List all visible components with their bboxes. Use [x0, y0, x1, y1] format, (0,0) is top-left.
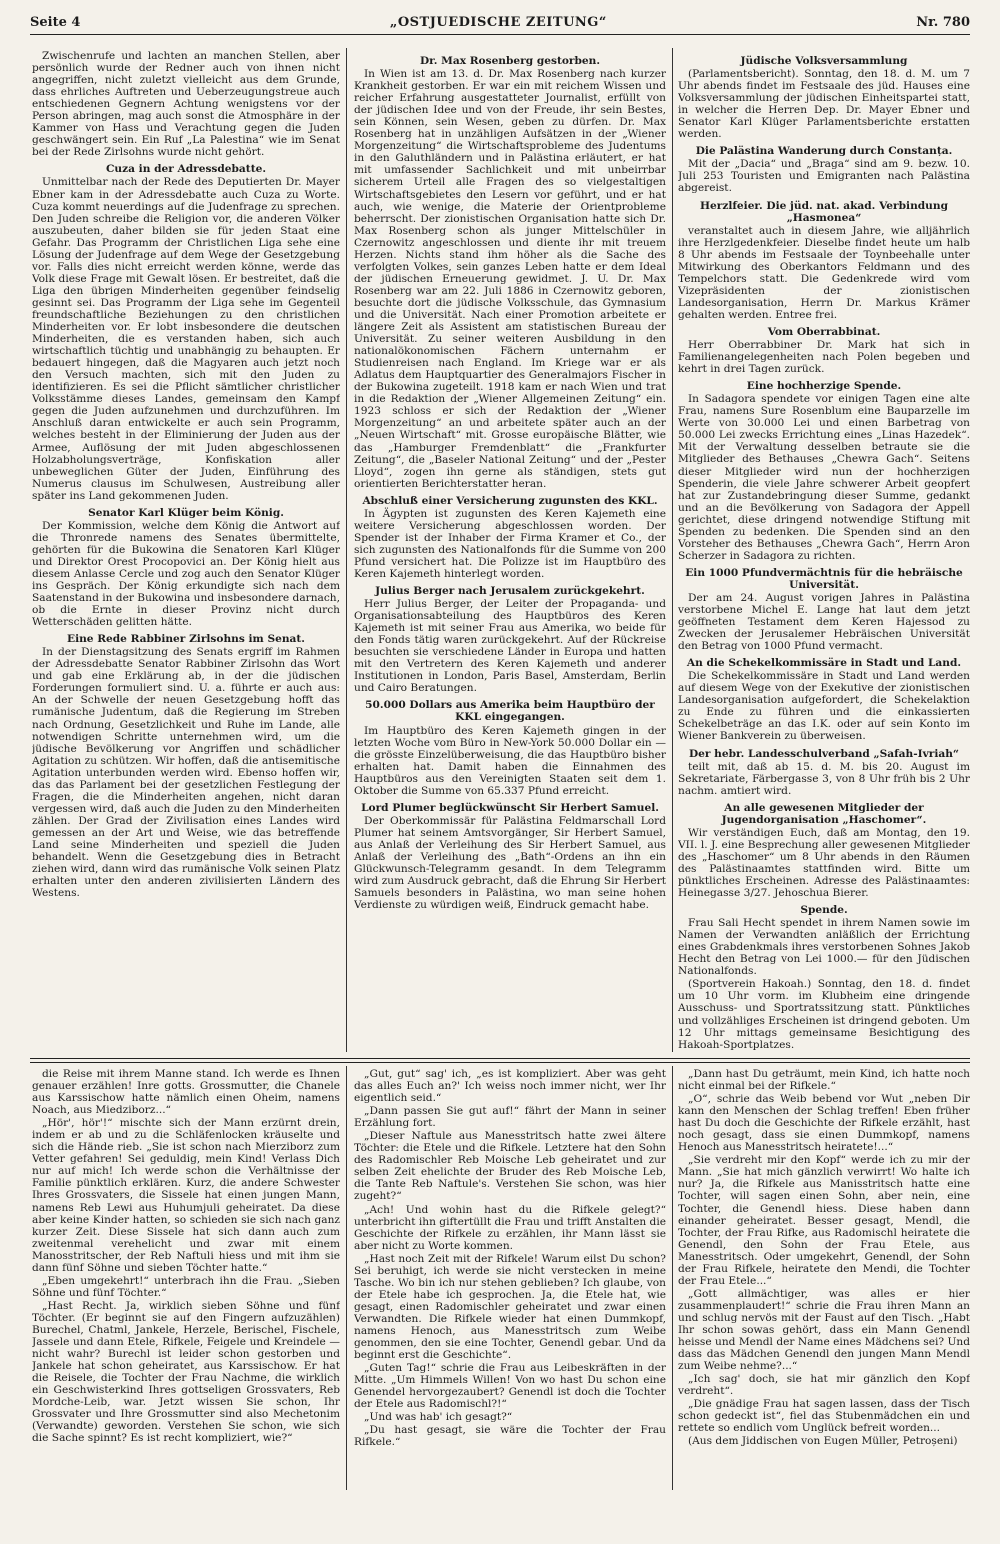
article-headline: Die Palästina Wanderung durch Constanța.: [695, 145, 953, 158]
article-headline: Abschluß einer Versicherung zugunsten des KKL.: [362, 494, 658, 507]
story-paragraph: „Gut, gut“ sag' ich, „es ist kompliziert. Aber was geht das alles Euch an?' Ich weiss noch immer nicht, wer Ihr eigentlich seid.“: [354, 1068, 666, 1105]
column-divider: [672, 1066, 673, 1490]
story-paragraph: „Guten Tag!“ schrie die Frau aus Leibeskräften in der Mitte. „Um Himmels Willen! Von wo hast Du schon eine Genendel hervorgezaubert? Genendl ist doch die Tochter der Etele aus Radomischl?!“: [354, 1362, 666, 1411]
page-header: [30, 8, 970, 30]
article-paragraph: In der Dienstagsitzung des Senats ergriff im Rahmen der Adressdebatte Senator Rabbiner Zirlsohn das Wort und gab eine Erklärung ab, in der die jüdischen Forderungen formuliert sind. U. a. führte er auch aus: An der Schwelle der neuen Gesetzgebung hofft das rumänische Judentum, daß die Regierung im Streben nach Ordnung, Gesetzlichkeit und Ruhe im Lande, alle notwendigen Schritte unternehmen wird, um die jüdische Bevölkerung vor Angriffen und schädlicher Agitation zu schützen. Wir hoffen, daß die antisemitische Agitation unterbunden werden wird. Ebenso hoffen wir, das das Parlament bei der gesetzlichen Festlegung der Fragen, die die Minderheiten angehen, nicht daran vergessen wird, daß auch die Juden zu den Minderheiten zählen. Der Grad der Zivilisation eines Landes wird gemessen an der Art und Weise, wie das betreffende Land seine Minderheiten und speziell die Juden behandelt. Wenn die Gesetzgebung dies in Betracht ziehen wird, dann wird das rumänische Volk seinen Platz erhalten unter den anderen zivilisierten Ländern des Westens.: [32, 646, 340, 900]
header-rule: [30, 34, 970, 35]
column-divider: [672, 48, 673, 1052]
article-headline: Herzlfeier. Die jüd. nat. akad. Verbindung „Hasmonea“: [700, 199, 948, 224]
article-paragraph: Wir verständigen Euch, daß am Montag, den 19. VII. l. J. eine Besprechung aller gewesenen Mitglieder des „Haschomer“ um 8 Uhr abends in den Räumen des Palästinaamtes stattfinden wird. Bitte um pünktliches Erscheinen. Adresse des Palästinaamtes: Heinegasse 3/27. Jehoschua Bierer.: [678, 826, 970, 900]
story-paragraph: „Dann hast Du geträumt, mein Kind, ich hatte noch nicht einmal bei der Rifkele.“: [678, 1068, 970, 1093]
article-headline: Eine hochherzige Spende.: [746, 380, 902, 393]
page-number: Seite 4: [30, 15, 81, 30]
story-column-2: [354, 1068, 666, 1488]
article-paragraph: Unmittelbar nach der Rede des Deputierten Dr. Mayer Ebner kam in der Adressdebatte auch Cuza zu Worte. Cuza kommt neuerdings auf die Judenfrage zu sprechen. Den Juden schreibe die Religion vor, die anderen Völker auszubeuten, daher bilden sie für jeden Staat eine Gefahr. Das Programm der Christlichen Liga sehe eine Lösung der Judenfrage auf dem Wege der Gesetzgebung vor. Falls dies nicht erreicht werden könne, werde das Volk diese Frage mit Gewalt lösen. Er bestreitet, daß die Liga den übrigen Minderheiten gegenüber feindselig gesinnt sei. Das Programm der Liga sehe im Gegenteil freundschaftliche Beziehungen zu den christlichen Minderheiten vor. Er lobt insbesondere die deutschen Minderheiten, die es verstanden haben, sich auch wirtschaftlich tüchtig und unabhängig zu behaupten. Er bedauert hingegen, daß die Magyaren auch jetzt noch den Versuch machten, sich mit den Juden zu identifizieren. Es sei die Pflicht sämtlicher christlicher Volksstämme dieses Landes, gemeinsam den Kampf gegen die Juden aufzunehmen und durchzuführen. Im Anschluß daran entwickelte er auch sein Programm, welches besteht in der Eliminierung der Juden aus der Armee, Auflösung der mit Juden abgeschlossenen Holzabholungsverträge, Konfiskation aller unbeweglichen Güter der Juden, Einführung des Numerus clausus im Schulwesen, Austreibung aller später ins Land gekommenen Juden.: [32, 176, 340, 502]
story-column-3: [678, 1068, 970, 1488]
article-paragraph: Mit der „Dacia“ und „Braga“ sind am 9. bezw. 10. Juli 253 Touristen und Emigranten nach Palästina abgereist.: [678, 158, 970, 195]
story-paragraph: „Ich sag' doch, sie hat mir gänzlich den Kopf verdreht“.: [678, 1373, 970, 1398]
column-3: [678, 50, 970, 1050]
story-paragraph: „Dieser Naftule aus Manesstritsch hatte zwei ältere Töchter: die Etele und die Rifkele. Letztere hat den Sohn des Radomischler Reb Moische Leb geheiratet und zur selben Zeit ehelichte der Bruder des Reb Moische Leb, die Tante Reb Naftule's. Verstehen Sie schon, was hier zugeht?“: [354, 1130, 666, 1203]
article-paragraph: In Wien ist am 13. d. Dr. Max Rosenberg nach kurzer Krankheit gestorben. Er war ein mit reichem Wissen und reicher Erfahrung ausgestatteter Journalist, erfüllt von der jüdischen Idee und von der Freude, ihr sein Bestes, sein Können, sein Wesen, geben zu dürfen. Dr. Max Rosenberg hat in unzähligen Aufsätzen in der „Wiener Morgenzeitung“ die Wirtschaftsprobleme des Judentums in den Galuthländern und in Palästina erläutert, er hat mit umfassender Sachlichkeit und mit unbeirrbar sicherem Urteil alle Fragen des so vielgestaltigen Wirtschaftsgebietes den Lesern vor geführt, und er hat auch, wie wenige, die Materie der Orientprobleme beherrscht. Der zionistischen Organisation hatte sich Dr. Max Rosenberg schon als junger Mittelschüler in Czernowitz angeschlossen und diente ihr mit treuem Herzen. Nichts stand ihm höher als die Sache des verfolgten Volkes, sein ganzes Leben hatte er dem Ideal der jüdischen Erneuerung gewidmet. J. U. Dr. Max Rosenberg war am 22. Juli 1886 in Czernowitz geboren, besuchte dort die jüdische Volksschule, das Gymnasium und die Universität. Nach einer Promotion arbeitete er längere Zeit als Assistent am statistischen Bureau der Universität. Zu seiner weiteren Ausbildung in den nationalökonomischen Fächern unternahm er Studienreisen nach England. Im Kriege war er als Adlatus dem Hauptquartier des Generalmajors Fischer in der Bukowina zugeteilt. 1918 kam er nach Wien und trat in die Redaktion der „Wiener Allgemeinen Zeitung“ ein. 1923 schloss er sich der Redaktion der „Wiener Morgenzeitung“ an und arbeitete später auch an der „Neuen Wirtschaft“ mit. Grosse europäische Blätter, wie das „Hamburger Fremdenblatt“ die „Frankfurter Zeitung“, die „Baseler National Zeitung“ und der „Pester Lloyd“, zogen ihn gerne als ständigen, stets gut orientierten Berichterstatter heran.: [354, 68, 666, 490]
story-paragraph: „Eben umgekehrt!“ unterbrach ihn die Frau. „Sieben Söhne und fünf Töchter.“: [32, 1274, 340, 1299]
story-paragraph: „Hör', hör'!“ mischte sich der Mann erzürnt drein, indem er ab und zu die Schläfenlocken kräuselte und sich die Hände rieb. „Sie ist schon nach Mierziborz zum Vetter gefahren! Sei geduldig, mein Kind! Verlass Dich nur auf mich! Ich werde schon die Verhältnisse der Familie pünktlich erklären. Kurz, die andere Schwester Ihres Grossvaters, die Sissele hat einen jungen Mann, namens Reb Lewi aus Huhumjuli geheiratet. Da diese aber keine Kinder hatten, so schieden sie sich nach ganz kurzer Zeit. Diese Sissele hat sich dann auch zum zweitenmal verehelicht und zwar mit einem Manosstritscher, der Reb Naftuli hiess und mit ihm sie dann fünf Söhne und sieben Töchter hatte.“: [32, 1117, 340, 1274]
article-headline: Ein 1000 Pfundvermächtnis für die hebräische Universität.: [685, 566, 963, 591]
column-1: [32, 50, 340, 1050]
article-headline: Senator Karl Klüger beim König.: [88, 506, 284, 519]
column-2: [354, 50, 666, 1050]
article-headline: Eine Rede Rabbiner Zirlsohns im Senat.: [67, 633, 305, 646]
article-paragraph: In Ägypten ist zugunsten des Keren Kajemeth eine weitere Versicherung abgeschlossen worden. Der Spender ist der Inhaber der Firma Kramer et Co., der sich zugunsten des Nationalfonds für die Summe von 200 Pfund versichert hat. Die Polizze ist im Hauptbüro des Keren Kajemeth hinterlegt worden.: [354, 507, 666, 580]
article-headline: 50.000 Dollars aus Amerika beim Hauptbüro der KKL eingegangen.: [365, 699, 655, 724]
story-paragraph: „Sie verdreht mir den Kopf“ werde ich zu mir der Mann. „Sie hat mich gänzlich verwirrt! Wo halte ich nur? Ja, die Rifkele aus Manisstritsch hatte eine Tochter, will sagen einen Sohn, aber nein, eine Tochter, die Genendl hiess. Diese haben dann einander geheiratet. Besser gesagt, Mendl, die Tochter, der Frau Rifke, aus Radomischl heiratete die Genendl, den Sohn der Frau Etele, aus Manesstritsch. Oder umgekehrt, Genendl, der Sohn der Frau Rifkele, heiratete den Mendi, die Tochter der Frau Etele...“: [678, 1154, 970, 1287]
article-paragraph: veranstaltet auch in diesem Jahre, wie alljährlich ihre Herzlgedenkfeier. Dieselbe findet heute um halb 8 Uhr abends im Festsaale der Toynbeehalle unter Mitwirkung des Oberkantors Feldmann und des Tempelchors statt. Die Gedenkrede wird vom Vizepräsidenten der zionistischen Landesorganisation, Herrn Dr. Markus Krämer gehalten werden. Entree frei.: [678, 224, 970, 321]
translator-credit: (Aus dem Jiddischen von Eugen Müller, Petroșeni): [688, 1435, 958, 1448]
story-paragraph: „Die gnädige Frau hat sagen lassen, dass der Tisch schon gedeckt ist“, fiel das Stubenmädchen ein und rettete so endlich vom Unglück befreit worden...: [678, 1398, 970, 1435]
article-headline: Cuza in der Adressdebatte.: [105, 163, 267, 176]
article-paragraph: teilt mit, daß ab 15. d. M. bis 20. August im Sekretariate, Färbergasse 3, von 8 Uhr früh bis 2 Uhr nachm. amtiert wird.: [678, 760, 970, 797]
article-headline: An die Schekelkommissäre in Stadt und Land.: [686, 657, 962, 670]
story-paragraph: „Hast Recht. Ja, wirklich sieben Söhne und fünf Töchter. (Er beginnt sie auf den Fingern aufzuzählen) Burechel, Chatml, Jankele, Herzele, Berischel, Fischele, Jassele und dann Etele, Rifkele, Feigele und Kreindele — nicht wahr? Burechl ist leider schon gestorben und Jankele hat schon geheiratet, aus Karssischow. Er hat die Reisele, die Tochter der Frau Nachme, die wirklich ein Geschwisterkind Ihres gottseligen Grossvaters, Reb Mordche-Leib, war. Jetzt wissen Sie schon, Ihr Grossvater und Ihre Grossmutter sind also Mechetonim (Verwandte) geworden. Verstehen Sie schon, wie sich die Sache spinnt? Es ist recht kompliziert, wie?“: [32, 1299, 340, 1445]
story-paragraph: „Und was hab' ich gesagt?“: [364, 1411, 513, 1424]
story-paragraph: „Du hast gesagt, sie wäre die Tochter der Frau Rifkele.“: [354, 1424, 666, 1449]
article-paragraph: Der Oberkommissär für Palästina Feldmarschall Lord Plumer hat seinem Amtsvorgänger, Sir Herbert Samuel, aus Anlaß der Verleihung des Sir Herbert Samuel, aus Anlaß der Verleihung des „Bath“-Ordens an ihn ein Glückwunsch-Telegramm gesandt. In dem Telegramm wird zum Ausdruck gebracht, daß die Ehrung Sir Herbert Samuels besonders in Palästina, wo man seine hohen Verdienste zu würdigen weiß, Eindruck gemacht habe.: [354, 814, 666, 912]
article-paragraph: Im Hauptbüro des Keren Kajemeth gingen in der letzten Woche vom Büro in New-York 50.000 Dollar ein — die grösste Einzelüberweisung, die das Hauptbüro bisher erhalten hat. Damit haben die Einnahmen des Hauptbüros aus den Vereinigten Staaten seit dem 1. Oktober die Summe von 65.337 Pfund erreicht.: [354, 724, 666, 797]
story-paragraph: „Gott allmächtiger, was alles er hier zusammenplaudert!“ schrie die Frau ihren Mann an und schlug nervös mit der Faust auf den Tisch. „Habt Ihr schon sowas gehört, dass ein Mann Genendl heisse und Mendl der Name eines Mädchens sei? Und dass das Mädchen Genendl den jungen Mann Mendl zum Weibe nehme?...“: [678, 1287, 970, 1373]
story-paragraph: „Ach! Und wohin hast du die Rifkele gelegt?“ unterbricht ihn giftertüllt die Frau und trifft Anstalten die Geschichte der Rifkele zu erzählen, ihr Mann lässt sie aber nicht zu Worte kommen.: [354, 1203, 666, 1252]
article-paragraph: Die Schekelkommissäre in Stadt und Land werden auf diesem Wege von der Exekutive der zionistischen Landesorganisation aufgefordert, die Schekelaktion zu Ende zu führen und die einkassierten Schekelbeträge an das I.K. oder auf sein Konto im Wiener Bankverein zu überweisen.: [678, 670, 970, 743]
article-paragraph: (Sportverein Hakoah.) Sonntag, den 18. d. findet um 10 Uhr vorm. im Klubheim eine dringende Ausschuss- und Sportratssitzung statt. Pünktliches und vollzähliges Erscheinen ist dringend geboten. Um 12 Uhr mittags gemeinsame Besichtigung des Hakoah-Sportplatzes.: [678, 978, 970, 1050]
article-headline: Lord Plumer beglückwünscht Sir Herbert Samuel.: [361, 801, 659, 814]
masthead-title: „OSTJUEDISCHE ZEITUNG“: [389, 15, 607, 30]
issue-number: Nr. 780: [916, 15, 970, 30]
article-headline: Julius Berger nach Jerusalem zurückgekehrt.: [375, 585, 645, 598]
article-headline: Vom Oberrabbinat.: [767, 325, 881, 338]
section-rule: [30, 1058, 970, 1059]
article-paragraph: In Sadagora spendete vor einigen Tagen eine alte Frau, namens Sure Rosenblum eine Bauparzelle im Werte von 30.000 Lei und einen Barbetrag von 50.000 Lei zwecks Errichtung eines „Linas Hazedek“. Mit der Verwaltung desselben betraute sie die Mitglieder des Bethauses „Chewra Gach“. Seitens dieser Mitglieder wird nun der hochherzigen Spenderin, die viele Jahre schwerer Arbeit geopfert hat zur Zustandebringung dieser Summe, gedankt und an die Bevölkerung von Sadagora der Appell gerichtet, diese dringend notwendige Stiftung mit Spenden zu bedenken. Die Spenden sind an den Vorsteher des Bethauses „Chewra Gach“, Herrn Aron Scherzer in Sadagora zu richten.: [678, 393, 970, 562]
story-paragraph: „Hast noch Zeit mit der Rifkele! Warum eilst Du schon? Sei beruhigt, ich werde sie nicht verstecken in meine Tasche. Wo bin ich nur stehen geblieben? Ich glaube, von der Etele habe ich gesprochen. Ja, die Etele hat, wie gesagt, einen Radomischler geheiratet und zwar einen Verwandten. Die Rifkele wieder hat einen Dummkopf, namens Henoch, aus Manesstritsch zum Weibe genommen, den sie eine Tochter, Genendl gebar. Und da beginnt erst die Geschichte“.: [354, 1252, 666, 1362]
column-divider: [346, 48, 347, 1052]
article-headline: Der hebr. Landesschulverband „Safah-Ivriah“: [688, 747, 960, 760]
story-paragraph: „O“, schrie das Weib bebend vor Wut „neben Dir kann den Menschen der Schlag treffen! Eben früher hast Du doch die Geschichte der Rifkele erzählt, hast noch gesagt, dass sie einen Dummkopf, namens Henoch aus Manesstritsch heiratete!...“: [678, 1093, 970, 1154]
article-headline: An alle gewesenen Mitglieder der Jugendorganisation „Haschomer“.: [721, 801, 927, 826]
article-paragraph: Herr Julius Berger, der Leiter der Propaganda- und Organisationsabteilung des Hauptbüros des Keren Kajemeth ist mit seiner Frau aus Amerika, wo beide für den Fonds tätig waren zurückgekehrt. Auf der Rückreise besuchten sie verschiedene Länder in Europa und hatten mit den Vertretern des Keren Kajemeth und anderer Institutionen in London, Paris Basel, Amsterdam, Berlin und Cairo Beratungen.: [354, 598, 666, 695]
article-headline: Jüdische Volksversammlung: [740, 55, 908, 67]
article-paragraph: Der am 24. August vorigen Jahres in Palästina verstorbene Michel E. Lange hat laut dem jetzt geöffneten Testament dem Keren Hajessod zu Zwecken der Jerusalemer Hebräischen Universität den Betrag von 1000 Pfund vermacht.: [678, 591, 970, 653]
story-paragraph: die Reise mit ihrem Manne stand. Ich werde es Ihnen genauer erzählen! Inre gotts. Grossmutter, die Chanele aus Karssischow hatte nämlich einen Oheim, namens Noach, aus Miedziborz...“: [32, 1068, 340, 1117]
column-divider: [346, 1066, 347, 1490]
article-headline: Spende.: [800, 904, 848, 917]
story-paragraph: „Dann passen Sie gut auf!“ fährt der Mann in seiner Erzählung fort.: [354, 1105, 666, 1130]
article-paragraph: (Parlamentsbericht). Sonntag, den 18. d. M. um 7 Uhr abends findet im Festsaale des jüd. Hauses eine Volksversammlung der jüdischen Einheitspartei statt, in welcher die Herren Dep. Dr. Mayer Ebner und Senator Karl Klüger Parlamentsberichte erstatten werden.: [678, 68, 970, 141]
article-paragraph: Frau Sali Hecht spendet in ihrem Namen sowie im Namen der Verwandten anläßlich der Errichtung eines Grabdenkmals ihres verstorbenen Sohnes Jakob Hecht den Betrag von Lei 1000.— für den Jüdischen Nationalfonds.: [678, 917, 970, 978]
story-column-1: [32, 1068, 340, 1488]
article-paragraph: Zwischenrufe und lachten an manchen Stellen, aber persönlich wurde der Redner auch von ihnen nicht angegriffen, nicht zuletzt vielleicht aus dem Grunde, dass ehrliches Auftreten und Ueberzeugungstreue auch entschiedenen Gegnern Achtung wenigstens vor der Person abringen, mag auch sonst die Atmosphäre in der Kammer von Hass und Verachtung gegen die Juden geschwängert sein. Ein Ruf „La Palestina“ wie im Senat bei der Rede Zirlsohns wurde nicht gehört.: [32, 50, 340, 159]
section-rule: [30, 1062, 970, 1063]
article-headline: Dr. Max Rosenberg gestorben.: [419, 55, 601, 67]
article-paragraph: Der Kommission, welche dem König die Antwort auf die Thronrede namens des Senates übermittelte, gehörten für die Bukowina die Senatoren Karl Klüger und Direktor Orest Procopovici an. Der König hielt aus diesem Anlasse Cercle und zog auch den Senator Klüger ins Gespräch. Der König erkundigte sich nach dem Saatenstand in der Bukowina und insbesondere darnach, ob die Ernte in dieser Provinz nicht durch Wetterschäden gelitten hätte.: [32, 519, 340, 629]
article-paragraph: Herr Oberrabbiner Dr. Mark hat sich in Familienangelegenheiten nach Polen begeben und kehrt in drei Tagen zurück.: [678, 339, 970, 376]
